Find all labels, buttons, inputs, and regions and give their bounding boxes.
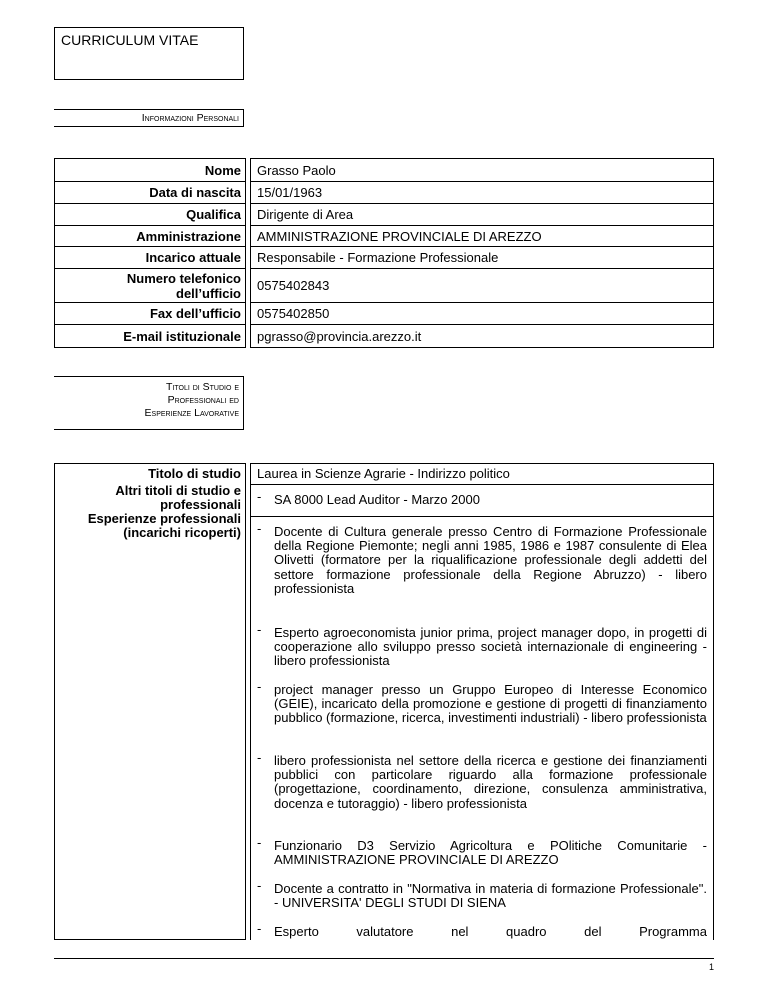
list-item: - Esperto valutatore nel quadro del Programma — [257, 921, 707, 939]
titolo-value: Laurea in Scienze Agrarie - Indirizzo politico — [257, 466, 510, 481]
value-email: pgrasso@provincia.arezzo.it — [250, 324, 714, 348]
label-nome: Nome — [54, 158, 246, 182]
cv-title-box — [54, 27, 244, 80]
value-qualifica: Dirigente di Area — [250, 203, 714, 226]
footer-divider — [54, 958, 714, 959]
value-amministrazione: AMMINISTRAZIONE PROVINCIALE DI AREZZO — [250, 225, 714, 247]
list-item: - Esperto agroeconomista junior prima, project manager dopo, in progetti di cooperazione allo sviluppo presso società internazionale di engineering - libero professionista — [257, 622, 707, 669]
list-item: - Docente a contratto in "Normativa in materia di formazione Professionale". - UNIVERSITA' DEGLI STUDI DI SIENA — [257, 878, 707, 911]
label-email: E-mail istituzionale — [54, 324, 246, 348]
label-qualifica: Qualifica — [54, 203, 246, 226]
label-titolo-studio: Titolo di studio — [148, 466, 241, 481]
section-titoli — [54, 376, 244, 430]
section-titoli-line-1: Titoli di Studio e — [166, 381, 239, 393]
label-data-nascita: Data di nascita — [54, 181, 246, 204]
section-titoli-line-2: Professionali ed — [167, 394, 239, 406]
list-item: - Funzionario D3 Servizio Agricoltura e POlitiche Comunitarie - AMMINISTRAZIONE PROVINCIALE DI AREZZO — [257, 835, 707, 868]
value-nome: Grasso Paolo — [250, 158, 714, 182]
label-amministrazione: Amministrazione — [54, 225, 246, 247]
label-altri-titoli: Altri titoli di studio e professionali — [115, 483, 241, 512]
list-item: - SA 8000 Lead Auditor - Marzo 2000 — [257, 489, 480, 507]
list-item: - libero professionista nel settore della ricerca e gestione dei finanziamenti pubblici con particolare riguardo alla formazione professionale (progettazione, coordinamento, direzione, consulenza amministrativa, docenza e tutoraggio) - libero professionista — [257, 750, 707, 811]
label-incarico-attuale: Incarico attuale — [54, 246, 246, 269]
section-personal-info-label: Informazioni Personali — [141, 112, 239, 124]
cv-title: CURRICULUM VITAE — [61, 32, 199, 48]
titolo-row — [251, 464, 713, 485]
page-number: 1 — [708, 962, 714, 972]
list-item: - Docente di Cultura generale presso Centro di Formazione Professionale della Regione Piemonte; negli anni 1985, 1986 e 1987 consulente di Elea Olivetti (formatore per la riqualificazione professionale degli addetti del settore formazione professionale della Regione Abruzzo) - libero professionista — [257, 521, 707, 596]
section-titoli-line-3: Esperienze Lavorative — [144, 407, 239, 419]
label-numero-telefonico: Numero telefonico dell’ufficio — [54, 268, 246, 303]
education-labels — [54, 463, 246, 940]
education-content — [250, 463, 714, 940]
value-fax: 0575402850 — [250, 302, 714, 325]
altri-row — [251, 484, 713, 517]
label-esperienze: Esperienze professionali (incarichi ricoperti) — [87, 511, 241, 540]
list-item: - project manager presso un Gruppo Europeo di Interesse Economico (GEIE), incaricato della promozione e gestione di progetti di finanziamento pubblico (formazione, ricerca, investimenti industriali) - libero professionista — [257, 679, 707, 726]
value-data-nascita: 15/01/1963 — [250, 181, 714, 204]
value-incarico-attuale: Responsabile - Formazione Professionale — [250, 246, 714, 269]
section-personal-info — [54, 109, 244, 127]
label-fax: Fax dell’ufficio — [54, 302, 246, 325]
value-numero-telefonico: 0575402843 — [250, 268, 714, 303]
